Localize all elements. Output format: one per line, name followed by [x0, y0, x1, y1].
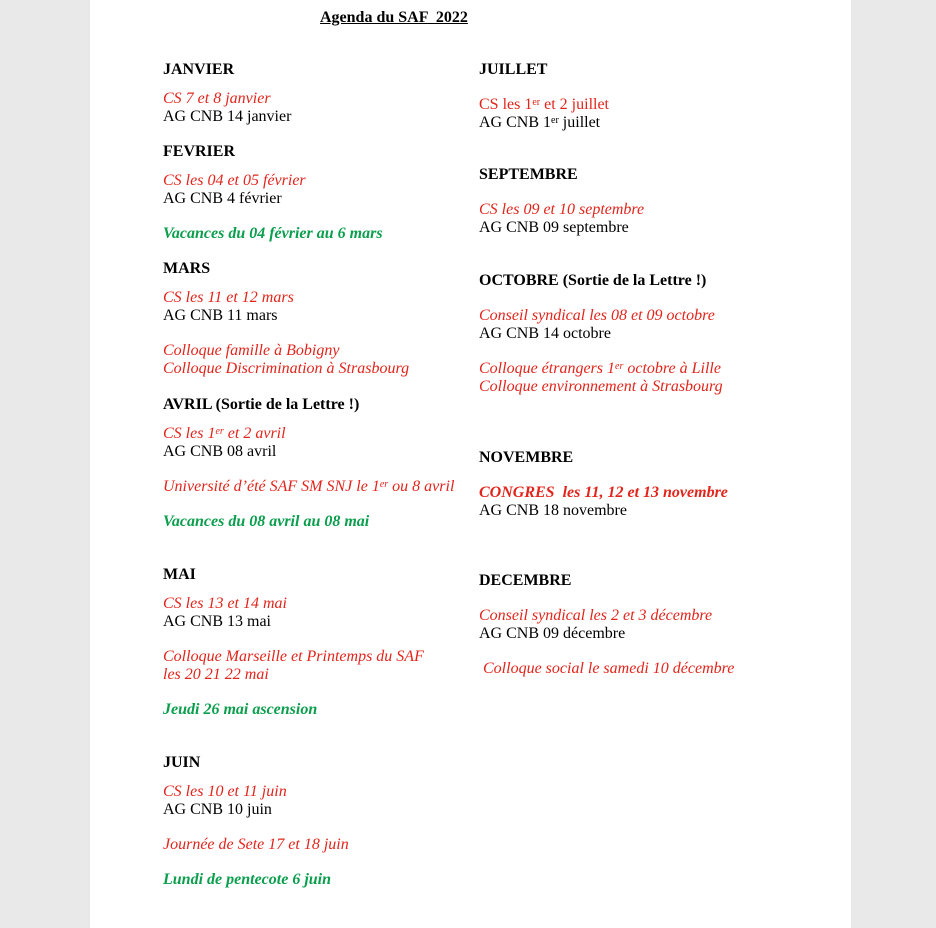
- event-line-colloque-environnement: Colloque environnement à Strasbourg: [479, 378, 723, 395]
- event-group: [163, 342, 478, 378]
- text-segment: CS les 1: [479, 96, 533, 113]
- event-line-universite-ete: [163, 478, 478, 496]
- month-heading-septembre: SEPTEMBRE: [479, 166, 578, 183]
- event-line-colloque-social: Colloque social le samedi 10 décembre: [479, 660, 735, 677]
- text-segment: Colloque étrangers 1: [479, 360, 615, 377]
- event-line-journee-sete: Journée de Sete 17 et 18 juin: [163, 836, 349, 853]
- superscript-er: er: [532, 97, 541, 108]
- event-line-ag-septembre: AG CNB 09 septembre: [479, 219, 629, 236]
- event-line-cs-mai: CS les 13 et 14 mai: [163, 595, 287, 612]
- month-heading-avril: AVRIL (Sortie de la Lettre !): [163, 396, 360, 413]
- event-group: [479, 307, 824, 343]
- text-segment: ou 8 avril: [388, 478, 455, 495]
- event-group: [163, 478, 478, 496]
- month-heading-novembre: NOVEMBRE: [479, 449, 574, 466]
- text-segment: Université d’été SAF SM SNJ le 1: [163, 478, 380, 495]
- month-heading-mai: MAI: [163, 566, 196, 583]
- section-juin: [163, 753, 478, 889]
- event-line-cs-juillet: [479, 96, 824, 114]
- text-segment: et 2 avril: [223, 425, 286, 442]
- event-line-ag-avril: AG CNB 08 avril: [163, 443, 277, 460]
- month-heading-mars: MARS: [163, 260, 211, 277]
- event-line-colloque-bobigny: Colloque famille à Bobigny: [163, 342, 340, 359]
- event-line-ag-juillet: [479, 114, 824, 132]
- section-juillet: [479, 60, 824, 132]
- event-line-ag-fevrier: AG CNB 4 février: [163, 190, 282, 207]
- section-janvier: [163, 60, 478, 126]
- event-line-vacances-avril: Vacances du 08 avril au 08 mai: [163, 513, 370, 530]
- event-line-cs-janvier: CS 7 et 8 janvier: [163, 90, 271, 107]
- event-line-cs-mars: CS les 11 et 12 mars: [163, 289, 294, 306]
- section-mai: [163, 565, 478, 719]
- event-group: [163, 648, 478, 684]
- superscript-er: er: [215, 426, 224, 437]
- section-decembre: [479, 571, 824, 678]
- superscript-er: er: [551, 115, 559, 126]
- text-segment: et 2 juillet: [540, 96, 609, 113]
- event-line-cs-juin: CS les 10 et 11 juin: [163, 783, 287, 800]
- event-line-colloque-etrangers: [479, 360, 824, 378]
- event-line-ag-mai: AG CNB 13 mai: [163, 613, 271, 630]
- event-line-ag-decembre: AG CNB 09 décembre: [479, 625, 626, 642]
- text-segment: octobre à Lille: [623, 360, 721, 377]
- event-line-cs-fevrier: CS les 04 et 05 février: [163, 172, 306, 189]
- event-line-cs-avril: [163, 425, 478, 443]
- event-line-colloque-discrimination: Colloque Discrimination à Strasbourg: [163, 360, 410, 377]
- text-segment: juillet: [558, 114, 601, 131]
- event-line-ag-novembre: AG CNB 18 novembre: [479, 502, 627, 519]
- event-line-congres: CONGRES les 11, 12 et 13 novembre: [479, 484, 728, 501]
- event-line-conseil-decembre: Conseil syndical les 2 et 3 décembre: [479, 607, 713, 624]
- event-line-pentecote: Lundi de pentecote 6 juin: [163, 871, 331, 888]
- superscript-er: er: [379, 479, 389, 490]
- event-group: [163, 225, 478, 243]
- section-fevrier: [163, 142, 478, 243]
- event-line-vacances-fevrier: Vacances du 04 février au 6 mars: [163, 225, 383, 242]
- event-group: [163, 701, 478, 719]
- section-mars: [163, 259, 478, 378]
- event-line-ag-octobre: AG CNB 14 octobre: [479, 325, 611, 342]
- event-group: [163, 172, 478, 208]
- event-line-ag-mars: AG CNB 11 mars: [163, 307, 278, 324]
- event-line-conseil-octobre: Conseil syndical les 08 et 09 octobre: [479, 307, 715, 324]
- text-segment: AG CNB 1: [479, 114, 552, 131]
- event-group: [163, 289, 478, 325]
- document-page: [90, 0, 851, 928]
- event-line-ag-janvier: AG CNB 14 janvier: [163, 108, 292, 125]
- event-group: [163, 595, 478, 631]
- event-line-cs-septembre: CS les 09 et 10 septembre: [479, 201, 645, 218]
- section-octobre: [479, 271, 824, 396]
- section-novembre: [479, 448, 824, 520]
- event-line-colloque-marseille: Colloque Marseille et Printemps du SAF: [163, 648, 424, 665]
- event-group: [479, 607, 824, 643]
- column-left: [163, 0, 478, 928]
- month-heading-juin: JUIN: [163, 754, 201, 771]
- event-group: [479, 96, 824, 132]
- month-heading-fevrier: FEVRIER: [163, 143, 236, 160]
- event-group: [479, 660, 824, 678]
- event-group: [163, 871, 478, 889]
- event-group: [479, 360, 824, 396]
- month-heading-juillet: JUILLET: [479, 61, 548, 78]
- event-group: [163, 783, 478, 819]
- section-septembre: [479, 165, 824, 237]
- month-heading-janvier: JANVIER: [163, 61, 235, 78]
- month-heading-decembre: DECEMBRE: [479, 572, 572, 589]
- event-line-ascension: Jeudi 26 mai ascension: [163, 701, 318, 718]
- event-group: [163, 513, 478, 531]
- event-group: [479, 484, 824, 520]
- month-heading-octobre: OCTOBRE (Sortie de la Lettre !): [479, 272, 707, 289]
- event-group: [163, 836, 478, 854]
- column-right: [479, 0, 824, 928]
- event-line-colloque-marseille-dates: les 20 21 22 mai: [163, 666, 269, 683]
- event-group: [163, 90, 478, 126]
- event-group: [163, 425, 478, 461]
- superscript-er: er: [615, 361, 624, 372]
- event-group: [479, 201, 824, 237]
- section-avril: [163, 395, 478, 531]
- text-segment: CS les 1: [163, 425, 216, 442]
- event-line-ag-juin: AG CNB 10 juin: [163, 801, 272, 818]
- document-title: Agenda du SAF 2022: [320, 9, 468, 26]
